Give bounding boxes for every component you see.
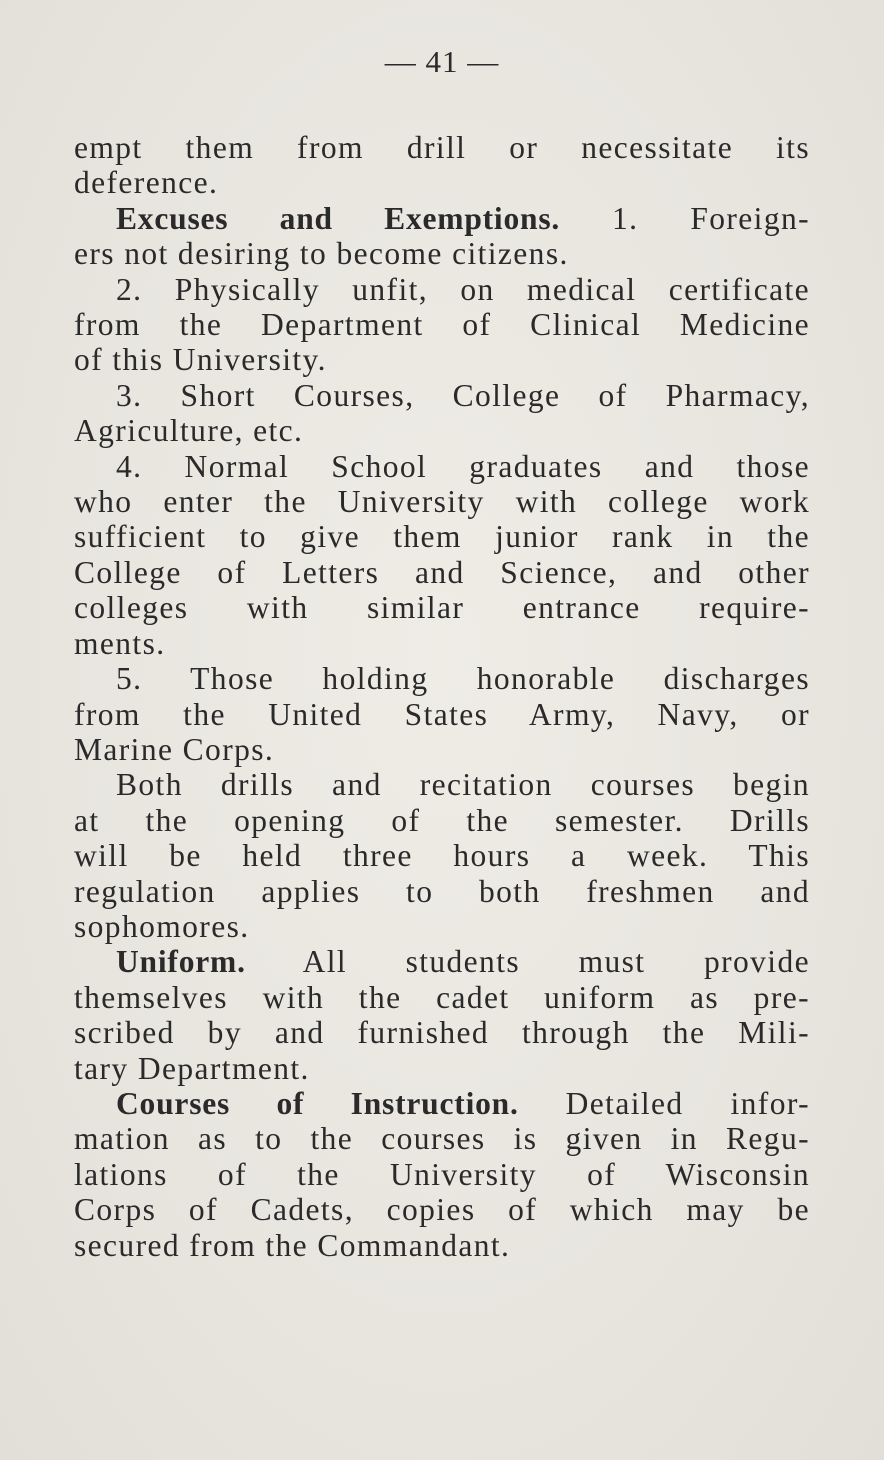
text-line: Agriculture, etc.: [74, 413, 304, 449]
text-line: 3. Short Courses, College of Pharmacy,: [116, 377, 810, 413]
text-line: tary Department.: [74, 1050, 310, 1086]
paragraph-courses-of-instruction: [74, 1086, 810, 1263]
text-line: of this University.: [74, 342, 327, 378]
paragraph-uniform: [74, 944, 810, 1086]
text-line: 4. Normal School graduates and those: [116, 448, 810, 484]
text-line: ments.: [74, 625, 166, 661]
text-line: at the opening of the semester. Drills: [74, 802, 810, 838]
text-line: sophomores.: [74, 908, 250, 944]
text-line: [74, 944, 810, 979]
text-line: lations of the University of Wisconsin: [74, 1156, 810, 1192]
paragraph-item-4: [74, 449, 810, 661]
text-fragment: All students must provide: [302, 944, 810, 980]
section-heading-uniform: Uniform.: [116, 944, 246, 980]
text-line: will be held three hours a week. This: [74, 838, 810, 874]
page-number: — 41 —: [384, 44, 500, 79]
text-line: regulation applies to both freshmen and: [74, 873, 810, 909]
section-heading-excuses: Excuses and Exemptions.: [116, 200, 561, 236]
text-line: from the United States Army, Navy, or: [74, 696, 810, 732]
text-line: [74, 201, 810, 236]
text-line: Corps of Cadets, copies of which may be: [74, 1192, 810, 1228]
text-line: [74, 1086, 810, 1121]
text-line: secured from the Commandant.: [74, 1227, 511, 1263]
text-line: Marine Corps.: [74, 731, 275, 767]
paragraph-drills: [74, 767, 810, 944]
text-line: scribed by and furnished through the Mili-: [74, 1015, 810, 1051]
text-line: themselves with the cadet uniform as pre-: [74, 979, 810, 1015]
section-heading-courses: Courses of Instruction.: [116, 1085, 519, 1121]
text-line: Both drills and recitation courses begin: [116, 767, 810, 803]
text-line: mation as to the courses is given in Regu-: [74, 1121, 810, 1157]
text-line: from the Department of Clinical Medicine: [74, 307, 810, 343]
text-line: College of Letters and Science, and other: [74, 554, 810, 590]
text-line: empt them from drill or necessitate its: [74, 130, 810, 165]
text-fragment: Detailed infor-: [565, 1085, 810, 1121]
paragraph-item-3: [74, 378, 810, 449]
paragraph-continuation: [74, 130, 810, 201]
paragraph-item-5: [74, 661, 810, 767]
paragraph-item-2: [74, 272, 810, 378]
text-line: 5. Those holding honorable discharges: [116, 661, 810, 697]
text-line: 2. Physically unfit, on medical certificate: [116, 271, 810, 307]
page-body: [74, 130, 810, 1263]
text-line: ers not desiring to become citizens.: [74, 236, 569, 272]
text-line: who enter the University with college work: [74, 484, 810, 520]
text-line: colleges with similar entrance require-: [74, 590, 810, 626]
text-line: deference.: [74, 165, 219, 201]
paragraph-excuses-exemptions: [74, 201, 810, 272]
text-fragment: 1. Foreign-: [612, 200, 811, 236]
text-line: sufficient to give them junior rank in the: [74, 519, 810, 555]
